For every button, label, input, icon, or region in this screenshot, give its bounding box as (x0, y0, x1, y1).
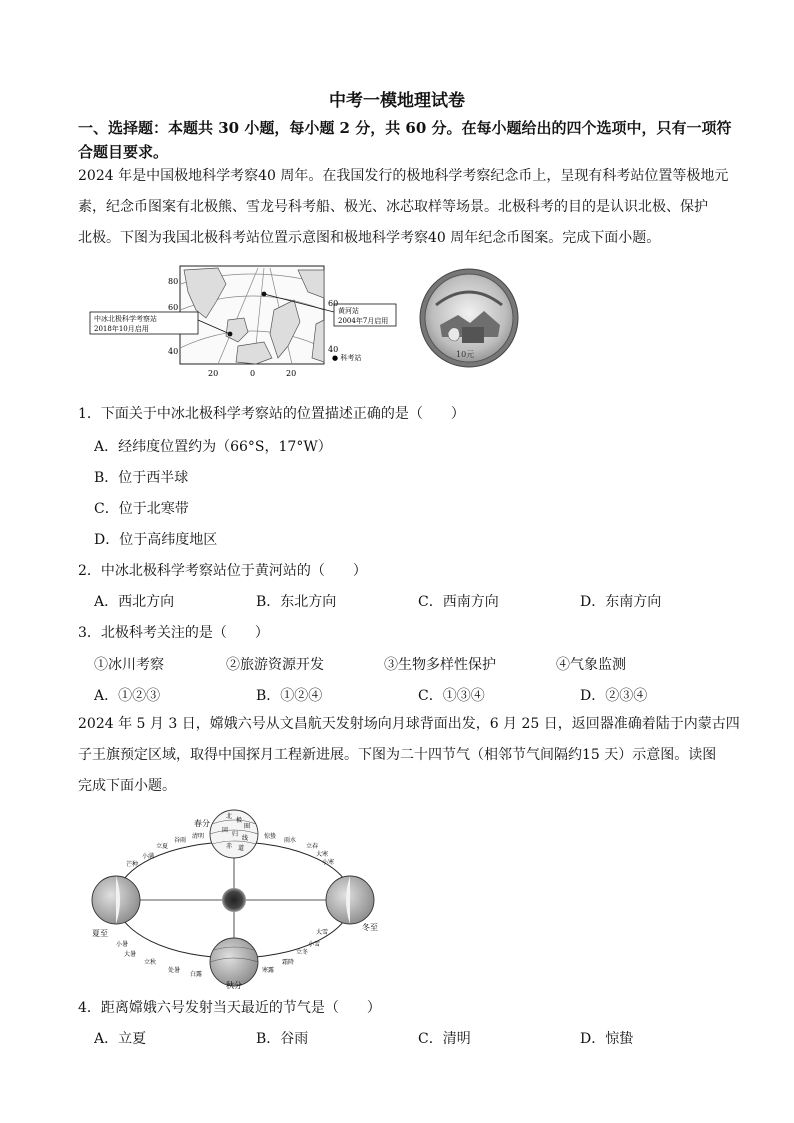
term-label: 立冬 (296, 949, 309, 956)
lat-label: 80 (168, 277, 179, 286)
term-label: 大寒 (316, 851, 329, 858)
lon-label: 20 (208, 369, 219, 378)
question-3-item-3: ③生物多样性保护 (384, 657, 496, 673)
lat-label: 60 (328, 299, 339, 308)
term-summer-solstice: 夏至 (92, 929, 108, 938)
question-3-option-d[interactable]: D．②③④ (580, 688, 648, 704)
question-3-stem: 3．北极科考关注的是（ ） (78, 625, 269, 641)
term-label: 谷雨 (174, 837, 187, 844)
globe-label: 北 (226, 813, 233, 820)
question-4-option-a[interactable]: A．立夏 (94, 1031, 147, 1047)
question-3-item-4: ④气象监测 (556, 657, 626, 673)
term-label: 处暑 (168, 967, 181, 974)
term-label: 立秋 (144, 959, 157, 966)
arctic-station-map (88, 262, 400, 380)
intro-1-line-3: 北极。下图为我国北极科考站位置示意图和极地科学考察40 周年纪念币图案。完成下面小题。 (78, 230, 661, 246)
question-1-option-a[interactable]: A．经纬度位置约为（66°S，17°W） (94, 439, 332, 455)
lon-label: 0 (250, 369, 256, 378)
question-3-option-a[interactable]: A．①②③ (94, 688, 161, 704)
globe-label: 极 (236, 817, 243, 824)
lat-label: 60 (168, 303, 179, 312)
station-left-date: 2018年10月启用 (94, 325, 149, 333)
intro-paragraph-2 (78, 709, 783, 802)
term-label: 立春 (306, 843, 319, 850)
solar-terms-orbit-diagram (86, 804, 386, 990)
intro-2-line-3: 完成下面小题。 (78, 778, 176, 794)
question-1-stem: 1．下面关于中冰北极科学考察站的位置描述正确的是（ ） (78, 406, 465, 422)
question-2-option-b[interactable]: B．东北方向 (256, 594, 337, 610)
question-2-option-c[interactable]: C．西南方向 (418, 594, 499, 610)
term-label: 大雪 (316, 929, 329, 936)
globe-autumn (210, 938, 258, 986)
question-4-option-c[interactable]: C．清明 (418, 1031, 471, 1047)
sun (222, 888, 246, 912)
globe-label: 道 (238, 845, 245, 852)
question-2-option-a[interactable]: A．西北方向 (94, 594, 175, 610)
intro-2-line-1: 2024 年 5 月 3 日，嫦娥六号从文昌航天发射场向月球背面出发，6 月 25 日，返回器准确着陆于内蒙古四 (78, 716, 740, 732)
intro-paragraph-1 (78, 161, 783, 254)
term-label: 芒种 (126, 861, 139, 868)
term-label: 清明 (192, 833, 205, 840)
map-legend: ● 科考站 (332, 354, 362, 362)
station-right-name: 黄河站 (338, 307, 359, 315)
globe-label: 归 (232, 831, 239, 838)
intro-1-line-2: 素，纪念币图案有北极熊、雪龙号科考船、极光、冰芯取样等场景。北极科考的目的是认识北极、保护 (78, 199, 708, 215)
lon-label: 20 (286, 369, 297, 378)
section-heading (78, 116, 778, 164)
globe-label: 圈 (244, 823, 251, 830)
term-label: 小寒 (322, 859, 335, 866)
term-label: 雨水 (284, 837, 297, 844)
section-heading-line-1: 一、选择题：本题共 30 小题，每小题 2 分，共 60 分。在每小题给出的四个选项中，只有一项符 (78, 119, 732, 137)
intro-1-line-1: 2024 年是中国极地科学考察40 周年。在我国发行的极地科学考察纪念币上，呈现有科考站位置等极地元 (78, 168, 729, 184)
term-winter-solstice: 冬至 (362, 923, 378, 932)
term-label: 小满 (142, 853, 155, 860)
term-label: 惊蛰 (264, 833, 277, 840)
coin-face-value: 10元 (456, 350, 475, 359)
term-label: 霜降 (282, 959, 295, 966)
term-autumn-equinox: 秋分 (226, 981, 242, 990)
term-label: 小雪 (308, 941, 321, 948)
term-spring-equinox: 春分 (194, 819, 210, 828)
question-4-option-b[interactable]: B．谷雨 (256, 1031, 309, 1047)
lat-label: 40 (328, 345, 339, 354)
question-2-stem: 2．中冰北极科学考察站位于黄河站的（ ） (78, 563, 367, 579)
term-label: 寒露 (262, 967, 275, 974)
station-left-name: 中冰北极科学考察站 (94, 315, 157, 323)
term-label: 立夏 (156, 843, 169, 850)
term-label: 小暑 (116, 941, 129, 948)
globe-label: 线 (242, 835, 249, 842)
question-3-option-b[interactable]: B．①②④ (256, 688, 323, 704)
lat-label: 40 (168, 347, 179, 356)
globe-label: 回 (222, 827, 229, 834)
station-right-date: 2004年7月启用 (338, 317, 389, 325)
page-title: 中考一模地理试卷 (329, 91, 465, 111)
question-4-stem: 4．距离嫦娥六号发射当天最近的节气是（ ） (78, 1000, 381, 1016)
term-label: 大暑 (124, 951, 137, 958)
commemorative-coin (418, 267, 520, 369)
term-label: 白露 (190, 971, 203, 978)
question-3-option-c[interactable]: C．①③④ (418, 688, 485, 704)
question-1-option-d[interactable]: D．位于高纬度地区 (94, 532, 218, 548)
question-3-item-1: ①冰川考察 (94, 657, 164, 673)
globe-label: 赤 (226, 843, 233, 850)
question-1-option-b[interactable]: B．位于西半球 (94, 470, 189, 486)
question-3-item-2: ②旅游资源开发 (226, 657, 324, 673)
question-1-option-c[interactable]: C．位于北寒带 (94, 501, 189, 517)
intro-2-line-2: 子王旗预定区域，取得中国探月工程新进展。下图为二十四节气（相邻节气间隔约15 天）示意图。读图 (78, 747, 717, 763)
question-2-option-d[interactable]: D．东南方向 (580, 594, 662, 610)
question-4-option-d[interactable]: D．惊蛰 (580, 1031, 634, 1047)
section-heading-line-2: 合题目要求。 (78, 143, 169, 161)
